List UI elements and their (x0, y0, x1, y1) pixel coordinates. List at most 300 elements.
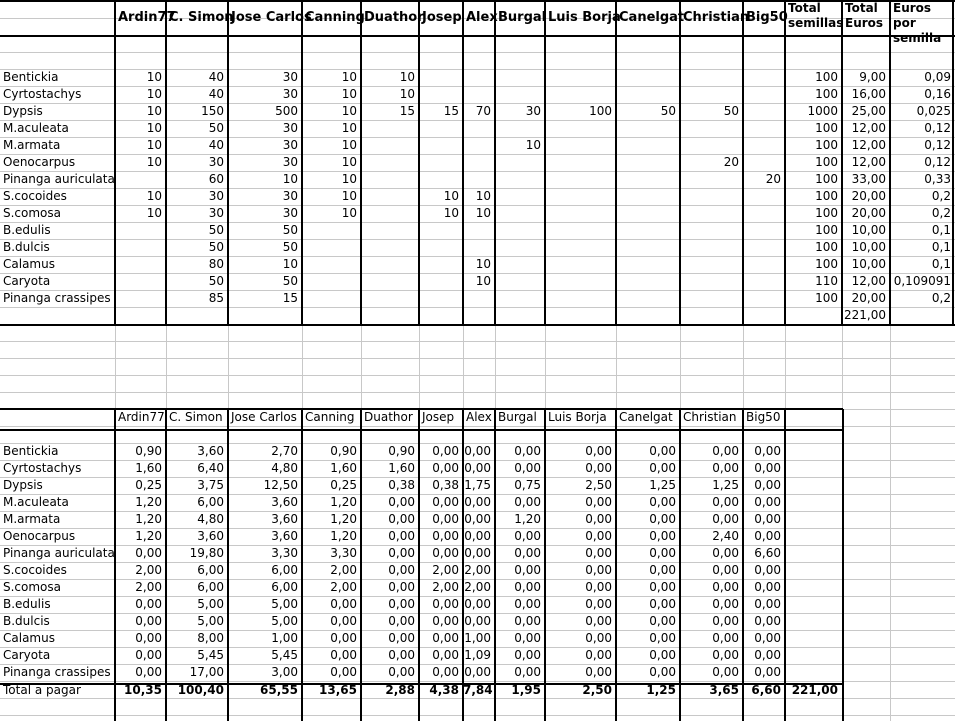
table2-cell[interactable]: 2,00 (135, 580, 162, 594)
table2-cell[interactable]: 0,00 (388, 512, 415, 526)
table1-header-cell[interactable]: Canelgat (619, 10, 685, 25)
table1-cell[interactable] (361, 188, 419, 205)
table2-cell[interactable]: 0,00 (388, 631, 415, 645)
table2-total-cell[interactable]: 1,95 (511, 683, 541, 697)
table1-cell[interactable] (545, 86, 616, 103)
table2-cell[interactable]: 0,00 (712, 546, 739, 560)
table1-cell[interactable]: 50 (208, 121, 224, 135)
table2-cell[interactable]: 0,00 (388, 529, 415, 543)
table2-cell[interactable]: 0,00 (712, 597, 739, 611)
table1-row-label[interactable]: Bentickia (3, 70, 59, 84)
table2-cell[interactable]: 6,00 (197, 563, 224, 577)
table1-row-label[interactable]: S.cocoides (3, 189, 67, 203)
table1-cell[interactable]: 10 (475, 257, 491, 271)
table1-euros-por-semilla-cell[interactable]: 0,1 (931, 223, 951, 237)
table2-header-cell[interactable]: Jose Carlos (231, 410, 297, 424)
table2-cell[interactable]: 0,00 (514, 563, 541, 577)
table1-cell[interactable]: 30 (282, 155, 298, 169)
table2-cell[interactable]: 0,00 (432, 444, 459, 458)
table2-cell[interactable]: 0,00 (754, 597, 781, 611)
table2-cell[interactable]: 0,00 (585, 546, 612, 560)
table1-cell[interactable] (616, 120, 680, 137)
table1-cell[interactable]: 10 (146, 138, 162, 152)
table2-cell[interactable]: 0,00 (514, 546, 541, 560)
table1-total-semillas-cell[interactable]: 100 (815, 291, 838, 305)
table1-euros-por-semilla-cell[interactable]: 0,1 (931, 257, 951, 271)
table2-cell[interactable]: 12,50 (263, 478, 298, 492)
table2-cell[interactable]: 6,00 (271, 563, 298, 577)
table2-cell[interactable]: 0,00 (585, 665, 612, 679)
table1-euros-por-semilla-cell[interactable]: 0,2 (931, 189, 951, 203)
table1-cell[interactable] (495, 205, 545, 222)
table1-cell[interactable]: 10 (475, 274, 491, 288)
table2-header-cell[interactable]: Josep (422, 410, 455, 424)
table1-cell[interactable] (680, 120, 743, 137)
table1-header-total-euros[interactable]: Total Euros (845, 1, 884, 30)
table2-cell[interactable]: 1,60 (388, 461, 415, 475)
table1-row-label[interactable]: Calamus (3, 257, 55, 271)
table1-cell[interactable] (545, 171, 616, 188)
table2-header-cell[interactable]: Christian (683, 410, 737, 424)
table2-cell[interactable]: 2,40 (712, 529, 739, 543)
table2-row-label[interactable]: Caryota (3, 648, 51, 662)
table1-euros-por-semilla-cell[interactable]: 0,12 (924, 121, 951, 135)
table1-cell[interactable] (545, 188, 616, 205)
table2-cell[interactable]: 0,00 (585, 648, 612, 662)
table1-header-total-semillas[interactable]: Total semillas (788, 1, 844, 30)
table2-cell[interactable]: 0,00 (135, 631, 162, 645)
table2-row-label[interactable]: B.dulcis (3, 614, 50, 628)
table2-total-cell[interactable]: 100,40 (177, 683, 224, 697)
table2-cell[interactable]: 6,60 (754, 546, 781, 560)
table1-cell[interactable] (680, 205, 743, 222)
table2-cell[interactable]: 0,00 (464, 512, 491, 526)
table1-cell[interactable] (302, 290, 361, 307)
table1-euros-por-semilla-cell[interactable]: 0,12 (924, 155, 951, 169)
table1-total-semillas-cell[interactable]: 100 (815, 206, 838, 220)
table2-total-cell[interactable]: 10,35 (124, 683, 162, 697)
table1-cell[interactable] (419, 222, 463, 239)
table1-cell[interactable] (463, 69, 495, 86)
table1-cell[interactable] (680, 239, 743, 256)
table1-cell[interactable] (419, 239, 463, 256)
table1-cell[interactable]: 10 (146, 189, 162, 203)
table1-header-cell[interactable]: Canning (305, 10, 365, 25)
table2-cell[interactable]: 6,00 (197, 495, 224, 509)
table1-cell[interactable] (419, 86, 463, 103)
table2-cell[interactable]: 6,00 (271, 580, 298, 594)
table1-cell[interactable] (463, 154, 495, 171)
table1-cell[interactable]: 500 (275, 104, 298, 118)
table2-cell[interactable]: 0,25 (330, 478, 357, 492)
table1-cell[interactable] (361, 154, 419, 171)
table2-cell[interactable]: 0,00 (464, 614, 491, 628)
table2-cell[interactable]: 0,00 (432, 631, 459, 645)
table1-cell[interactable] (302, 256, 361, 273)
table2-cell[interactable]: 0,00 (712, 580, 739, 594)
table2-cell[interactable]: 4,80 (271, 461, 298, 475)
table2-cell[interactable]: 0,00 (649, 563, 676, 577)
table2-cell[interactable]: 0,00 (514, 580, 541, 594)
table2-cell[interactable]: 2,00 (464, 580, 491, 594)
table2-header-cell[interactable]: C. Simon (169, 410, 223, 424)
table1-euros-por-semilla-cell[interactable]: 0,2 (931, 206, 951, 220)
table1-cell[interactable] (545, 154, 616, 171)
table1-cell[interactable] (616, 290, 680, 307)
table2-cell[interactable]: 3,60 (197, 444, 224, 458)
table2-cell[interactable]: 1,00 (464, 631, 491, 645)
table2-cell[interactable]: 0,00 (585, 580, 612, 594)
table1-cell[interactable] (115, 256, 166, 273)
table1-cell[interactable] (495, 171, 545, 188)
table1-cell[interactable] (419, 137, 463, 154)
table2-cell[interactable]: 0,00 (388, 563, 415, 577)
table1-cell[interactable] (743, 137, 785, 154)
table1-cell[interactable]: 10 (146, 121, 162, 135)
table1-cell[interactable] (680, 171, 743, 188)
table1-cell[interactable] (361, 256, 419, 273)
table2-cell[interactable]: 0,00 (649, 495, 676, 509)
table2-cell[interactable]: 1,00 (271, 631, 298, 645)
table1-cell[interactable] (616, 69, 680, 86)
table1-cell[interactable] (680, 86, 743, 103)
table2-cell[interactable]: 0,00 (754, 580, 781, 594)
table2-row-label[interactable]: Dypsis (3, 478, 43, 492)
table1-grand-total[interactable]: 221,00 (844, 308, 886, 322)
table2-total-cell[interactable]: 2,88 (385, 683, 415, 697)
table1-cell[interactable] (545, 273, 616, 290)
table2-cell[interactable]: 0,00 (712, 648, 739, 662)
table2-cell[interactable]: 0,38 (388, 478, 415, 492)
table2-row-label[interactable]: Pinanga crassipes (3, 665, 111, 679)
table1-cell[interactable] (361, 137, 419, 154)
table1-cell[interactable]: 50 (282, 223, 298, 237)
table2-cell[interactable]: 0,25 (135, 478, 162, 492)
table2-cell[interactable]: 0,00 (754, 512, 781, 526)
table2-cell[interactable]: 0,90 (330, 444, 357, 458)
table2-row-label[interactable]: M.aculeata (3, 495, 69, 509)
table1-cell[interactable] (495, 188, 545, 205)
table1-cell[interactable]: 15 (282, 291, 298, 305)
table1-header-cell[interactable]: Luis Borja (548, 10, 621, 25)
table1-cell[interactable] (616, 171, 680, 188)
table2-cell[interactable]: 0,00 (712, 444, 739, 458)
table1-total-euros-cell[interactable]: 10,00 (851, 223, 886, 237)
table1-cell[interactable]: 40 (208, 70, 224, 84)
table1-cell[interactable] (495, 290, 545, 307)
table2-cell[interactable]: 3,00 (271, 665, 298, 679)
table1-total-euros-cell[interactable]: 20,00 (851, 291, 886, 305)
table1-cell[interactable] (361, 205, 419, 222)
table1-cell[interactable] (743, 188, 785, 205)
table1-cell[interactable]: 10 (399, 70, 415, 84)
table1-total-semillas-cell[interactable]: 110 (815, 274, 838, 288)
table2-cell[interactable]: 0,00 (330, 665, 357, 679)
table1-total-semillas-cell[interactable]: 100 (815, 223, 838, 237)
table2-cell[interactable]: 0,00 (754, 461, 781, 475)
table1-total-semillas-cell[interactable]: 100 (815, 155, 838, 169)
table1-header-euros-por-semilla[interactable]: Euros por semilla (893, 1, 942, 45)
table2-cell[interactable]: 0,00 (649, 580, 676, 594)
table2-cell[interactable]: 0,00 (754, 631, 781, 645)
table1-cell[interactable]: 10 (475, 189, 491, 203)
table1-cell[interactable]: 10 (146, 206, 162, 220)
table2-cell[interactable]: 0,00 (585, 512, 612, 526)
table1-cell[interactable] (680, 290, 743, 307)
table2-cell[interactable]: 1,09 (464, 648, 491, 662)
table2-cell[interactable]: 1,25 (712, 478, 739, 492)
table2-total-cell[interactable]: 4,38 (429, 683, 459, 697)
table1-total-euros-cell[interactable]: 25,00 (851, 104, 886, 118)
table1-cell[interactable]: 10 (341, 70, 357, 84)
table2-cell[interactable]: 0,00 (135, 614, 162, 628)
table1-cell[interactable]: 100 (589, 104, 612, 118)
table1-cell[interactable] (419, 290, 463, 307)
table1-row-label[interactable]: Pinanga crassipes (3, 291, 111, 305)
table2-header-cell[interactable]: Ardin77 (118, 410, 165, 424)
table1-cell[interactable] (616, 188, 680, 205)
table1-cell[interactable] (743, 273, 785, 290)
table2-cell[interactable]: 0,00 (135, 648, 162, 662)
table1-total-semillas-cell[interactable]: 100 (815, 70, 838, 84)
table2-cell[interactable]: 0,00 (464, 665, 491, 679)
table1-header-cell[interactable]: Josep (422, 10, 462, 25)
table1-cell[interactable] (743, 154, 785, 171)
table1-cell[interactable] (545, 69, 616, 86)
table1-cell[interactable] (495, 239, 545, 256)
table2-cell[interactable]: 0,00 (514, 495, 541, 509)
table1-cell[interactable]: 10 (341, 189, 357, 203)
table2-cell[interactable]: 0,00 (649, 529, 676, 543)
table1-cell[interactable]: 150 (201, 104, 224, 118)
table2-cell[interactable]: 3,75 (197, 478, 224, 492)
table1-total-euros-cell[interactable]: 12,00 (851, 155, 886, 169)
table1-cell[interactable] (419, 120, 463, 137)
table2-cell[interactable]: 0,38 (432, 478, 459, 492)
table2-cell[interactable]: 0,00 (585, 444, 612, 458)
table2-cell[interactable]: 3,30 (330, 546, 357, 560)
table2-cell[interactable]: 0,00 (388, 495, 415, 509)
table1-total-semillas-cell[interactable]: 100 (815, 257, 838, 271)
table1-euros-por-semilla-cell[interactable]: 0,33 (924, 172, 951, 186)
table1-total-semillas-cell[interactable]: 100 (815, 121, 838, 135)
table1-cell[interactable] (115, 239, 166, 256)
table2-cell[interactable]: 0,00 (585, 631, 612, 645)
table1-cell[interactable]: 30 (282, 87, 298, 101)
table1-cell[interactable] (743, 103, 785, 120)
table1-row-label[interactable]: Cyrtostachys (3, 87, 82, 101)
table1-header-cell[interactable]: Duathor (364, 10, 424, 25)
table1-cell[interactable]: 10 (341, 206, 357, 220)
table1-total-euros-cell[interactable]: 12,00 (851, 138, 886, 152)
table1-cell[interactable]: 30 (282, 70, 298, 84)
table2-cell[interactable]: 0,00 (388, 614, 415, 628)
table2-cell[interactable]: 0,00 (754, 614, 781, 628)
table2-grand-total[interactable]: 221,00 (791, 683, 838, 697)
table2-cell[interactable]: 3,30 (271, 546, 298, 560)
table2-cell[interactable]: 8,00 (197, 631, 224, 645)
table1-cell[interactable] (743, 290, 785, 307)
table2-cell[interactable]: 0,00 (514, 597, 541, 611)
table1-cell[interactable] (680, 69, 743, 86)
table2-row-label[interactable]: M.armata (3, 512, 61, 526)
table1-cell[interactable] (545, 256, 616, 273)
table1-cell[interactable] (115, 273, 166, 290)
table2-row-label[interactable]: Calamus (3, 631, 55, 645)
table2-cell[interactable]: 0,00 (514, 529, 541, 543)
table1-cell[interactable]: 80 (208, 257, 224, 271)
table2-cell[interactable]: 0,00 (649, 444, 676, 458)
table1-total-euros-cell[interactable]: 33,00 (851, 172, 886, 186)
table2-cell[interactable]: 2,00 (330, 580, 357, 594)
table1-cell[interactable] (743, 256, 785, 273)
table2-cell[interactable]: 0,00 (514, 614, 541, 628)
table2-total-cell[interactable]: 2,50 (582, 683, 612, 697)
table1-cell[interactable] (302, 273, 361, 290)
table2-cell[interactable]: 0,00 (712, 563, 739, 577)
table2-cell[interactable]: 1,25 (649, 478, 676, 492)
table1-cell[interactable] (115, 290, 166, 307)
table1-cell[interactable] (419, 171, 463, 188)
table2-row-label[interactable]: Cyrtostachys (3, 461, 82, 475)
table2-cell[interactable]: 0,90 (388, 444, 415, 458)
table1-cell[interactable]: 10 (146, 155, 162, 169)
table1-cell[interactable] (545, 239, 616, 256)
table1-cell[interactable] (616, 205, 680, 222)
table2-cell[interactable]: 1,20 (330, 529, 357, 543)
table1-cell[interactable] (616, 222, 680, 239)
table2-cell[interactable]: 0,00 (388, 597, 415, 611)
table2-cell[interactable]: 5,00 (271, 597, 298, 611)
table2-cell[interactable]: 0,00 (135, 597, 162, 611)
table2-cell[interactable]: 1,20 (330, 495, 357, 509)
table1-cell[interactable] (495, 256, 545, 273)
table1-cell[interactable] (616, 137, 680, 154)
table1-cell[interactable] (419, 273, 463, 290)
table1-cell[interactable] (361, 222, 419, 239)
table1-cell[interactable] (361, 120, 419, 137)
table1-cell[interactable]: 10 (341, 104, 357, 118)
table2-cell[interactable]: 2,70 (271, 444, 298, 458)
table2-cell[interactable]: 0,00 (649, 461, 676, 475)
table2-total-label[interactable]: Total a pagar (3, 683, 81, 697)
table2-header-cell[interactable]: Canning (305, 410, 355, 424)
table1-total-euros-cell[interactable]: 20,00 (851, 189, 886, 203)
table1-cell[interactable]: 30 (525, 104, 541, 118)
table2-total-cell[interactable]: 7,84 (463, 683, 493, 697)
table2-cell[interactable]: 0,00 (514, 444, 541, 458)
table1-cell[interactable] (616, 239, 680, 256)
table1-cell[interactable] (463, 222, 495, 239)
table1-cell[interactable] (545, 290, 616, 307)
table1-row-label[interactable]: B.edulis (3, 223, 51, 237)
table2-total-cell[interactable]: 3,65 (709, 683, 739, 697)
table2-cell[interactable]: 0,00 (464, 546, 491, 560)
table1-row-label[interactable]: S.comosa (3, 206, 62, 220)
table2-cell[interactable]: 4,80 (197, 512, 224, 526)
table2-cell[interactable]: 5,45 (197, 648, 224, 662)
table1-cell[interactable]: 30 (208, 206, 224, 220)
table2-cell[interactable]: 0,00 (649, 631, 676, 645)
table1-cell[interactable]: 20 (723, 155, 739, 169)
table2-row-label[interactable]: Pinanga auriculata (3, 546, 115, 560)
table1-cell[interactable] (616, 256, 680, 273)
table1-cell[interactable] (463, 171, 495, 188)
table1-cell[interactable]: 15 (399, 104, 415, 118)
table1-cell[interactable]: 30 (282, 121, 298, 135)
table2-cell[interactable]: 3,60 (271, 512, 298, 526)
table1-cell[interactable]: 50 (208, 223, 224, 237)
table2-cell[interactable]: 6,40 (197, 461, 224, 475)
table1-cell[interactable] (680, 222, 743, 239)
table2-cell[interactable]: 0,90 (135, 444, 162, 458)
table1-euros-por-semilla-cell[interactable]: 0,109091 (893, 274, 951, 288)
table2-cell[interactable]: 0,00 (464, 461, 491, 475)
table1-header-cell[interactable]: C. Simon (169, 10, 234, 25)
table1-cell[interactable]: 30 (282, 206, 298, 220)
table2-cell[interactable]: 0,00 (585, 461, 612, 475)
table1-cell[interactable] (419, 154, 463, 171)
table2-row-label[interactable]: B.edulis (3, 597, 51, 611)
table1-cell[interactable]: 70 (475, 104, 491, 118)
table2-cell[interactable]: 0,00 (754, 648, 781, 662)
table1-cell[interactable] (616, 273, 680, 290)
table1-cell[interactable] (743, 69, 785, 86)
table2-cell[interactable]: 0,00 (330, 597, 357, 611)
table2-cell[interactable]: 0,00 (712, 495, 739, 509)
table2-cell[interactable]: 0,00 (754, 529, 781, 543)
table2-cell[interactable]: 0,00 (712, 512, 739, 526)
table1-cell[interactable] (495, 222, 545, 239)
table1-header-cell[interactable]: Ardin77 (118, 10, 176, 25)
table1-euros-por-semilla-cell[interactable]: 0,1 (931, 240, 951, 254)
table1-cell[interactable]: 30 (282, 138, 298, 152)
table2-cell[interactable]: 0,00 (432, 529, 459, 543)
table2-cell[interactable]: 0,00 (585, 495, 612, 509)
table1-cell[interactable] (545, 222, 616, 239)
table2-cell[interactable]: 1,20 (514, 512, 541, 526)
table2-cell[interactable]: 0,00 (754, 478, 781, 492)
table2-header-cell[interactable]: Duathor (364, 410, 413, 424)
table1-cell[interactable]: 10 (282, 257, 298, 271)
table1-cell[interactable]: 10 (399, 87, 415, 101)
table1-total-semillas-cell[interactable]: 100 (815, 172, 838, 186)
table1-cell[interactable]: 60 (208, 172, 224, 186)
table2-cell[interactable]: 0,00 (649, 512, 676, 526)
table2-cell[interactable]: 0,00 (649, 648, 676, 662)
table2-cell[interactable]: 0,00 (135, 546, 162, 560)
table1-cell[interactable]: 30 (282, 189, 298, 203)
table1-euros-por-semilla-cell[interactable]: 0,025 (916, 104, 951, 118)
table2-cell[interactable]: 2,50 (585, 478, 612, 492)
table1-cell[interactable] (743, 222, 785, 239)
table2-cell[interactable]: 1,20 (330, 512, 357, 526)
table1-cell[interactable] (616, 86, 680, 103)
table1-cell[interactable] (495, 273, 545, 290)
table2-cell[interactable]: 0,00 (649, 614, 676, 628)
table2-total-cell[interactable]: 1,25 (646, 683, 676, 697)
table2-cell[interactable]: 1,60 (135, 461, 162, 475)
table2-cell[interactable]: 0,00 (754, 563, 781, 577)
table2-cell[interactable]: 0,00 (754, 444, 781, 458)
table1-cell[interactable] (616, 154, 680, 171)
table1-cell[interactable]: 50 (208, 274, 224, 288)
table1-cell[interactable]: 50 (660, 104, 676, 118)
table2-cell[interactable]: 2,00 (330, 563, 357, 577)
table1-cell[interactable] (680, 273, 743, 290)
table1-row-label[interactable]: Oenocarpus (3, 155, 76, 169)
table2-cell[interactable]: 0,00 (432, 648, 459, 662)
